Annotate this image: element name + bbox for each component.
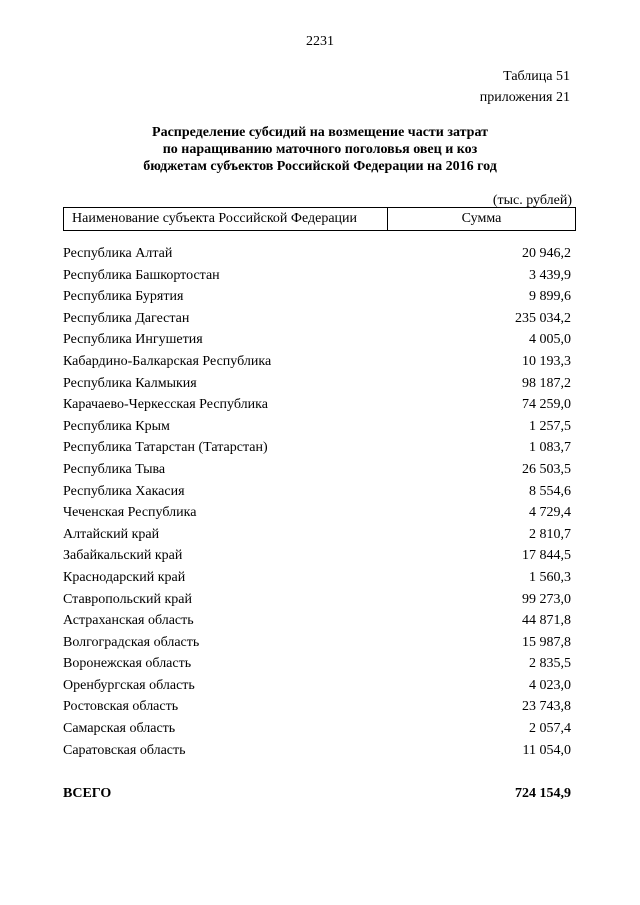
table-row — [63, 589, 571, 611]
region-name: Республика Крым — [63, 418, 170, 434]
table-row — [63, 481, 571, 503]
amount: 15 987,8 — [522, 634, 571, 650]
region-name: Республика Калмыкия — [63, 375, 197, 391]
table-row — [63, 502, 571, 524]
amount: 9 899,6 — [529, 289, 571, 305]
table-row — [63, 524, 571, 546]
region-name: Самарская область — [63, 721, 176, 737]
amount: 3 439,9 — [529, 267, 571, 283]
table-row — [63, 610, 571, 632]
amount: 235 034,2 — [515, 310, 571, 326]
table-row — [63, 373, 571, 395]
table-row — [63, 329, 571, 351]
amount: 44 871,8 — [522, 613, 571, 629]
table-row — [63, 286, 571, 308]
amount: 4 005,0 — [529, 332, 571, 348]
region-name: Республика Дагестан — [63, 310, 190, 326]
region-name: Республика Татарстан (Татарстан) — [63, 440, 268, 456]
region-name: Республика Тыва — [63, 461, 166, 477]
table-row — [63, 351, 571, 373]
region-name: Ставропольский край — [63, 591, 192, 607]
table-row — [63, 675, 571, 697]
amount: 1 083,7 — [529, 440, 571, 456]
amount: 2 835,5 — [529, 656, 571, 672]
table-number: Таблица 51 — [503, 69, 570, 84]
region-name: Ростовская область — [63, 699, 179, 715]
amount: 8 554,6 — [529, 483, 571, 499]
region-name: Республика Хакасия — [63, 483, 185, 499]
region-name: Забайкальский край — [63, 548, 183, 564]
amount: 1 257,5 — [529, 418, 571, 434]
amount: 4 729,4 — [529, 505, 571, 521]
amount: 17 844,5 — [522, 548, 571, 564]
region-name: Алтайский край — [63, 526, 160, 542]
amount: 26 503,5 — [522, 461, 571, 477]
table-header — [63, 207, 576, 231]
table-row — [63, 459, 571, 481]
region-name: Чеченская Республика — [63, 505, 197, 521]
table-reference — [480, 66, 570, 108]
unit-label: (тыс. рублей) — [492, 193, 572, 208]
amount: 10 193,3 — [522, 353, 571, 369]
region-name: Саратовская область — [63, 742, 186, 758]
region-name: Волгоградская область — [63, 634, 200, 650]
table-row — [63, 696, 571, 718]
region-name: Оренбургская область — [63, 677, 195, 693]
amount: 11 054,0 — [522, 742, 571, 758]
table-row — [63, 243, 571, 265]
region-name: Республика Ингушетия — [63, 332, 203, 348]
table-row — [63, 740, 571, 762]
table-row — [63, 718, 571, 740]
amount: 74 259,0 — [522, 397, 571, 413]
amount: 98 187,2 — [522, 375, 571, 391]
title-line-2: по наращиванию маточного поголовья овец и коз — [162, 142, 478, 157]
region-name: Республика Башкортостан — [63, 267, 220, 283]
total-amount: 724 154,9 — [515, 786, 571, 801]
total-label: ВСЕГО — [63, 786, 112, 801]
appendix-reference: приложения 21 — [479, 90, 570, 105]
amount: 23 743,8 — [522, 699, 571, 715]
title-line-1: Распределение субсидий на возмещение части затрат — [152, 125, 488, 140]
table-row — [63, 632, 571, 654]
page-number: 2231 — [306, 34, 334, 49]
amount: 20 946,2 — [522, 246, 571, 261]
amount: 1 560,3 — [529, 569, 571, 585]
title-line-3: бюджетам субъектов Российской Федерации на 2016 год — [143, 159, 497, 174]
amount: 2 810,7 — [529, 526, 571, 542]
region-name: Кабардино-Балкарская Республика — [63, 353, 272, 369]
amount: 99 273,0 — [522, 591, 571, 607]
table-row — [63, 567, 571, 589]
table-body — [63, 243, 571, 761]
amount: 2 057,4 — [529, 721, 571, 737]
table-row — [63, 394, 571, 416]
total-row — [63, 786, 571, 802]
table-row — [63, 653, 571, 675]
column-header-sum: Сумма — [461, 211, 502, 226]
table-row — [63, 265, 571, 287]
region-name: Воронежская область — [63, 656, 192, 672]
amount: 4 023,0 — [529, 677, 571, 693]
document-title — [0, 124, 640, 175]
region-name: Краснодарский край — [63, 569, 186, 585]
table-row — [63, 545, 571, 567]
column-header-name: Наименование субъекта Российской Федерации — [64, 208, 388, 230]
region-name: Республика Бурятия — [63, 289, 184, 305]
region-name: Астраханская область — [63, 613, 194, 629]
table-row — [63, 437, 571, 459]
table-row — [63, 308, 571, 330]
region-name: Карачаево-Черкесская Республика — [63, 397, 268, 413]
table-row — [63, 416, 571, 438]
region-name: Республика Алтай — [63, 246, 173, 261]
